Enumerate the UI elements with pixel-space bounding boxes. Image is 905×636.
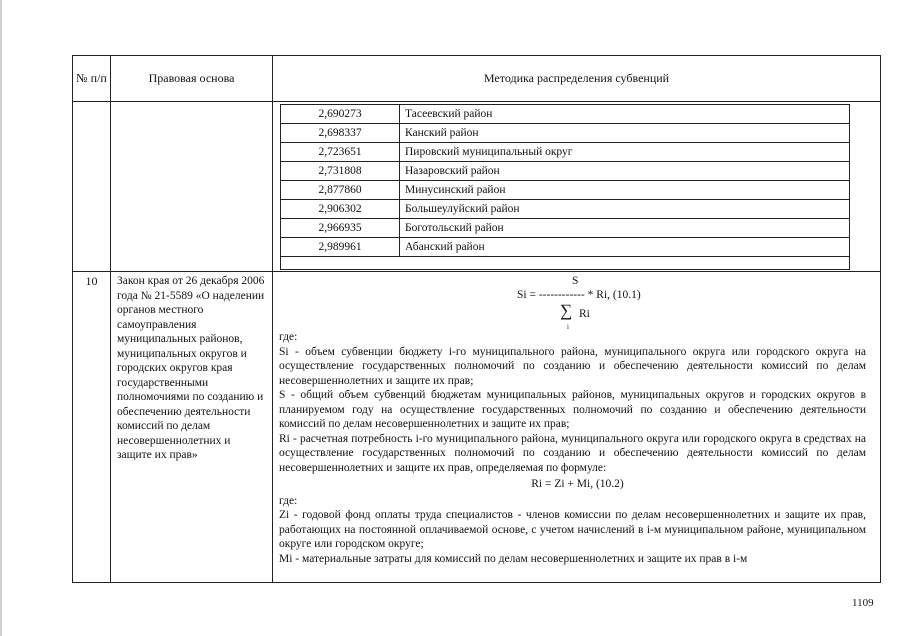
header-method: Методика распределения субвенций: [273, 56, 881, 102]
coefficient-row: [281, 143, 850, 162]
district-name: Пировский муниципальный округ: [400, 143, 850, 162]
row-10-num: 10: [73, 272, 111, 583]
coefficient-row: [281, 219, 850, 238]
district-name: Большеулуйский район: [400, 200, 850, 219]
coefficient-row-empty: [281, 257, 850, 270]
coefficient-value: 2,966935: [281, 219, 400, 238]
where-label-2: где:: [279, 494, 298, 507]
district-name: Абанский район: [400, 238, 850, 257]
header-row: [73, 56, 881, 102]
coefficient-value: 2,906302: [281, 200, 400, 219]
coefficient-row: [281, 162, 850, 181]
coefficient-row: [281, 200, 850, 219]
coefficient-row: [281, 105, 850, 124]
header-basis: Правовая основа: [111, 56, 273, 102]
where-label-1: где:: [279, 331, 298, 343]
district-name: Тасеевский район: [400, 105, 850, 124]
row-10-basis: Закон края от 26 декабря 2006 года № 21-5589 «О наделении органов местного самоуправления муниципальных районов, муниципальных округов и городских округов края государственными полномочиями по созданию и обеспечению деятельности комиссий по делам несовершеннолетних и защите их прав»: [111, 272, 273, 583]
sum-symbol: ∑: [560, 301, 573, 320]
formula-main: Si = ------------ * Ri, (10.1): [517, 289, 641, 301]
scan-edge: [0, 0, 2, 636]
def-si: Si - объем субвенции бюджету i-го муниципального района, муниципального округа или городского округа на осуществление государственных полномочий по созданию и обеспечению деятельности комиссий по делам несовершеннолетних и защите их прав;: [279, 345, 866, 387]
coefficient-value: 2,723651: [281, 143, 400, 162]
district-name: Минусинский район: [400, 181, 850, 200]
coefficient-row: [281, 238, 850, 257]
district-name: Боготольский район: [400, 219, 850, 238]
formula-10-1: [279, 274, 866, 330]
formula-denominator: Ri: [579, 308, 590, 320]
continuation-method-cell: [273, 102, 881, 272]
def-ri: Ri - расчетная потребность i-го муниципального района, муниципального округа или городского округа в средствах на осуществление государственных полномочий по созданию и обеспечению деятельности комиссий по делам несовершеннолетних и защите их прав, определяемая по формуле:: [279, 432, 866, 474]
empty-cell: [281, 257, 400, 270]
coefficient-value: 2,698337: [281, 124, 400, 143]
coefficient-value: 2,731808: [281, 162, 400, 181]
district-name: Назаровский район: [400, 162, 850, 181]
continuation-row: [73, 102, 881, 272]
continuation-basis-cell: [111, 102, 273, 272]
coefficient-row: [281, 124, 850, 143]
coefficient-value: 2,690273: [281, 105, 400, 124]
main-table: [72, 55, 881, 583]
coefficient-row: [281, 181, 850, 200]
page-number: 1109: [852, 597, 874, 609]
def-mi: Mi - материальные затраты для комиссий по делам несовершеннолетних и защите их прав в i-м: [279, 552, 748, 565]
empty-cell: [400, 257, 850, 270]
row-10-method: [273, 272, 881, 583]
formula-numerator: S: [572, 275, 579, 287]
row-10: [73, 272, 881, 583]
def-s: S - общий объем субвенций бюджетам муниципальных районов, муниципальных округов и городских округов в планируемом году на осуществление государственных полномочий по созданию и обеспечению деятельности комиссий по делам несовершеннолетних и защите их прав;: [279, 389, 866, 430]
sum-index: i: [567, 323, 569, 331]
coefficient-value: 2,989961: [281, 238, 400, 257]
def-zi: Zi - годовой фонд оплаты труда специалистов - членов комиссии по делам несовершеннолетних и защите их прав, работающих на постоянной оплачиваемой основе, с учетом начислений в i-м муниципальном районе, муниципальном округе или городском округе;: [279, 509, 866, 550]
district-name: Канский район: [400, 124, 850, 143]
continuation-num-cell: [73, 102, 111, 272]
coefficient-value: 2,877860: [281, 181, 400, 200]
formula-10-2: Ri = Zi + Mi, (10.2): [531, 478, 624, 490]
header-num: № п/п: [73, 56, 111, 102]
coefficient-table: [280, 104, 850, 270]
